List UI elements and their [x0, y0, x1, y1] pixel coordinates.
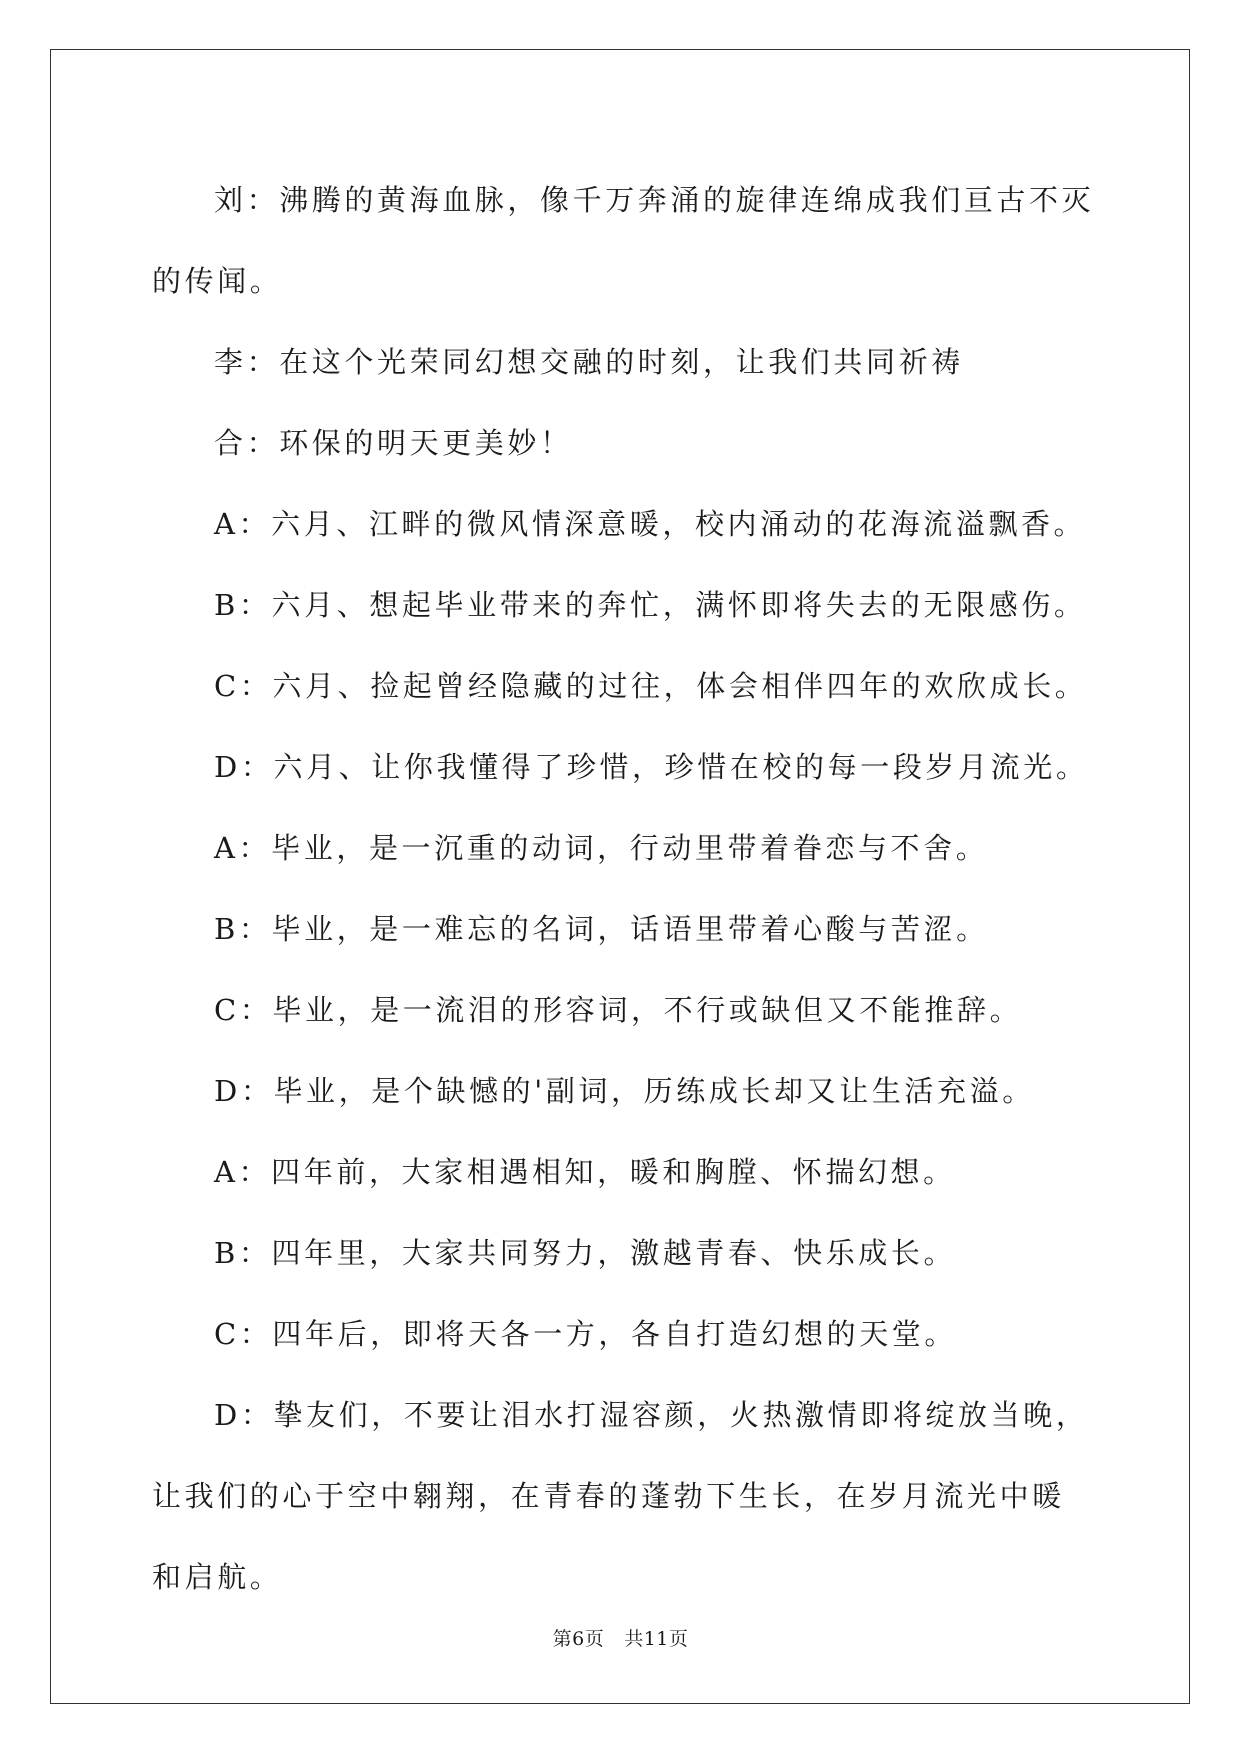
- paragraph: 李：在这个光荣同幻想交融的时刻，让我们共同祈祷: [214, 345, 964, 379]
- paragraph: B：毕业，是一难忘的名词，话语里带着心酸与苦涩。: [214, 912, 989, 946]
- page-total: 共11页: [624, 1628, 689, 1650]
- document-body: [152, 160, 1097, 1618]
- paragraph: D：六月、让你我懂得了珍惜，珍惜在校的每一段岁月流光。: [214, 750, 1089, 784]
- paragraph: A：四年前，大家相遇相知，暖和胸膛、怀揣幻想。: [214, 1155, 956, 1189]
- paragraph: D：挚友们，不要让泪水打湿容颜，火热激情即将绽放当晚，让我们的心于空中翱翔，在青春的蓬勃下生长，在岁月流光中暖和启航。: [152, 1398, 1089, 1594]
- paragraph: B：六月、想起毕业带来的奔忙，满怀即将失去的无限感伤。: [214, 588, 1087, 622]
- paragraph: C：四年后，即将天各一方，各自打造幻想的天堂。: [214, 1317, 957, 1351]
- paragraph: B：四年里，大家共同努力，激越青春、快乐成长。: [214, 1236, 957, 1270]
- paragraph: 合：环保的明天更美妙！: [214, 426, 573, 460]
- paragraph: A：毕业，是一沉重的动词，行动里带着眷恋与不舍。: [214, 831, 989, 865]
- page-number: 第6页: [552, 1628, 605, 1650]
- paragraph: 刘：沸腾的黄海血脉，像千万奔涌的旋律连绵成我们亘古不灭的传闻。: [152, 183, 1095, 298]
- page-footer: [0, 1624, 1241, 1651]
- paragraph: D：毕业，是个缺憾的'副词，历练成长却又让生活充溢。: [214, 1074, 1035, 1108]
- paragraph: C：六月、捡起曾经隐藏的过往，体会相伴四年的欢欣成长。: [214, 669, 1088, 703]
- paragraph: A：六月、江畔的微风情深意暖，校内涌动的花海流溢飘香。: [214, 507, 1087, 541]
- paragraph: C：毕业，是一流泪的形容词，不行或缺但又不能推辞。: [214, 993, 1023, 1027]
